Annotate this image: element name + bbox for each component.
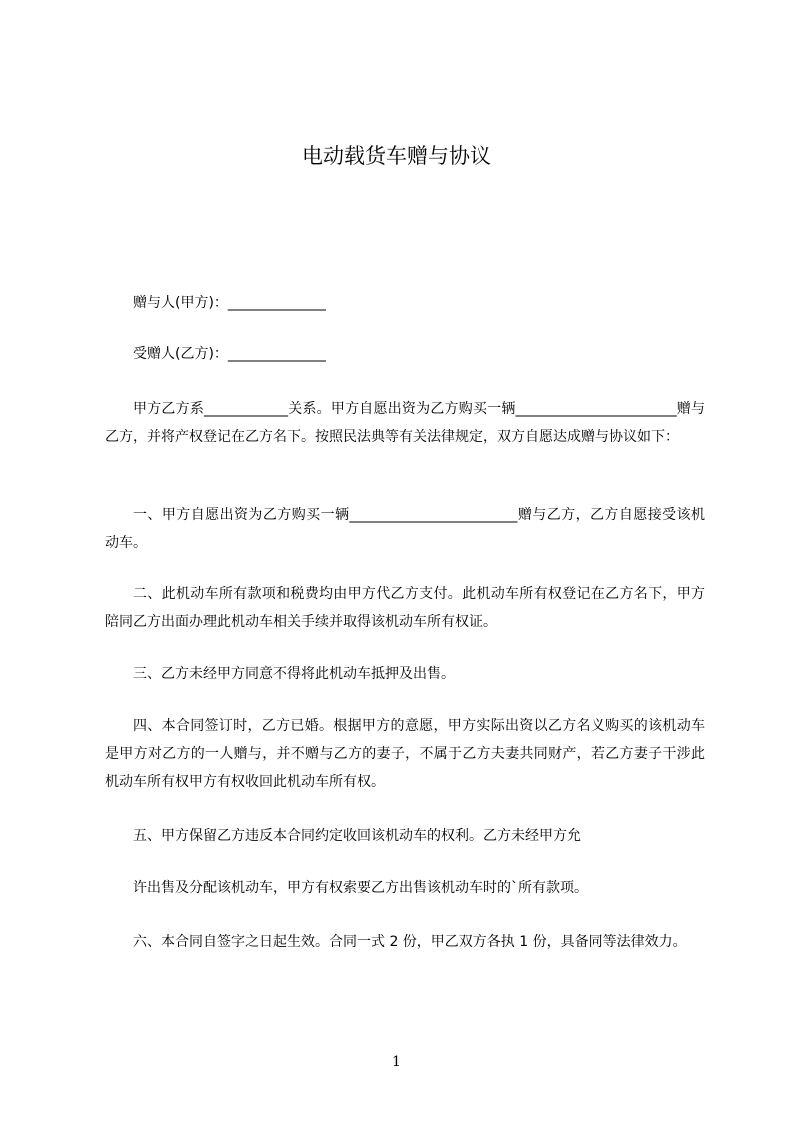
clause-5-part-1: 五、甲方保留乙方违反本合同约定收回该机动车的权利。乙方未经甲方允: [133, 828, 581, 844]
clause-6: 六、本合同自签字之日起生效。合同一式 2 份，甲乙双方各执 1 份，具备同等法律效力。: [133, 934, 687, 950]
page-number: 1: [392, 1054, 401, 1070]
intro-paragraph: 甲方乙方系____________关系。甲方自愿出资为乙方购买一辆_______________________赠与乙方，并将产权登记在乙方名下。按照民法典等有关法律规定，双方自愿达成赠与协议如下：: [105, 401, 705, 445]
donor-line: 赠与人(甲方)：______________: [133, 295, 326, 311]
document-title: 电动载货车赠与协议: [302, 144, 491, 168]
clause-1: 一、甲方自愿出资为乙方购买一辆________________________赠与乙方，乙方自愿接受该机动车。: [105, 507, 705, 551]
clause-4: 四、本合同签订时，乙方已婚。根据甲方的意愿，甲方实际出资以乙方名义购买的该机动车是甲方对乙方的一人赠与，并不赠与乙方的妻子，不属于乙方夫妻共同财产，若乙方妻子干涉此机动车所有权甲方有权收回此机动车所有权。: [105, 718, 705, 790]
clause-5-part-2: 许出售及分配该机动车，甲方有权索要乙方出售该机动车时的`所有款项。: [133, 880, 588, 896]
clause-3: 三、乙方未经甲方同意不得将此机动车抵押及出售。: [133, 666, 455, 682]
donee-line: 受赠人(乙方)：______________: [133, 346, 326, 362]
clause-2: 二、此机动车所有款项和税费均由甲方代乙方支付。此机动车所有权登记在乙方名下，甲方陪同乙方出面办理此机动车相关手续并取得该机动车所有权证。: [105, 586, 705, 630]
